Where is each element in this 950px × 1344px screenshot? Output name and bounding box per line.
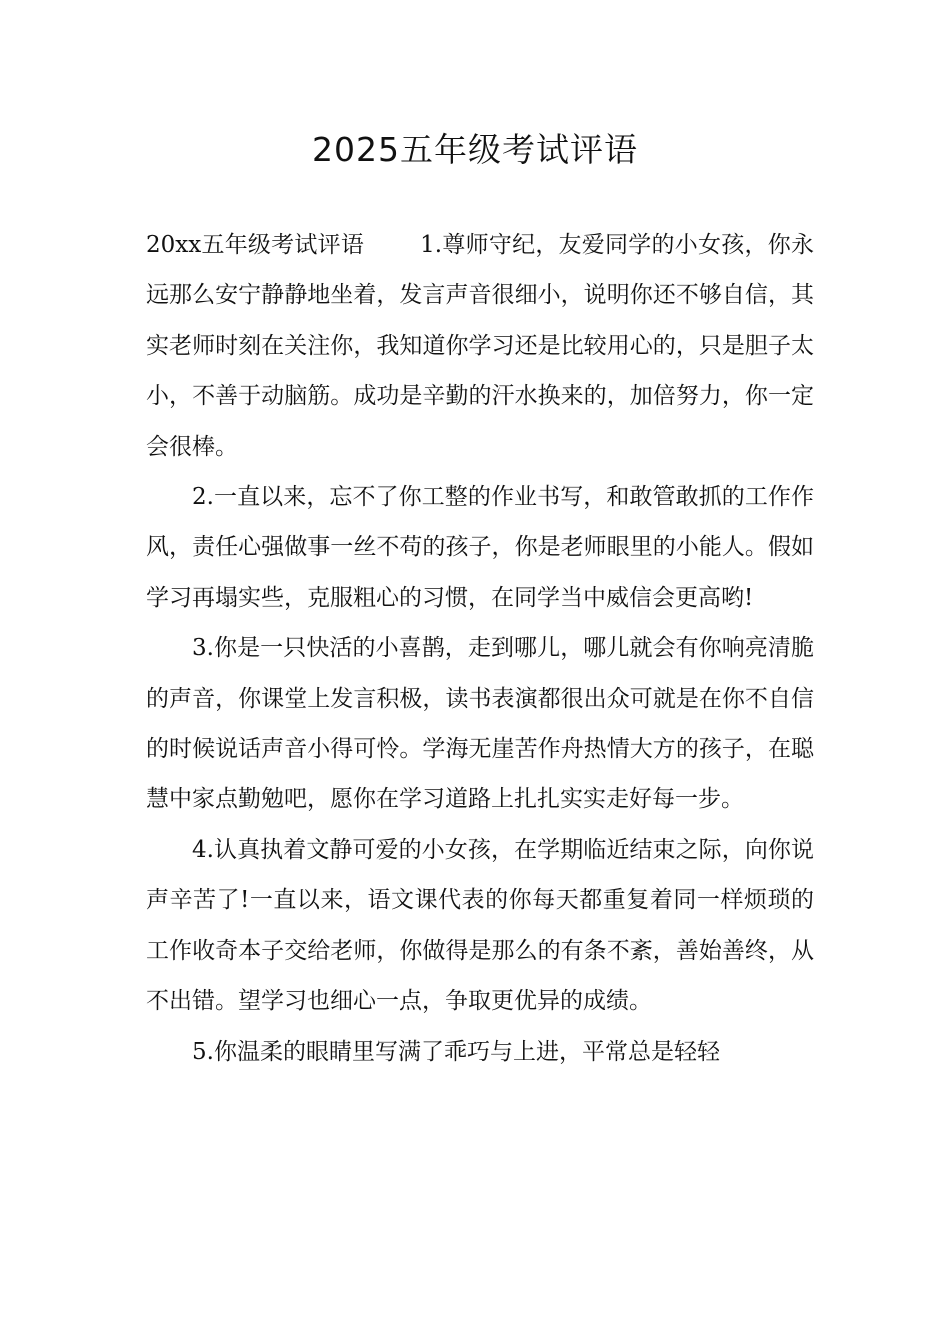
paragraph-1-text: 1.尊师守纪，友爱同学的小女孩，你永远那么安宁静静地坐着，发言声音很细小，说明你还不够自信，其实老师时刻在关注你，我知道你学习还是比较用心的，只是胆子太小，不善于动脑筋。成功是辛勤的汗水换来的，加倍努力，你一定会很棒。 <box>146 232 814 460</box>
intro-heading: 20xx五年级考试评语 <box>146 232 365 258</box>
paragraph-5: 5.你温柔的眼睛里写满了乖巧与上进，平常总是轻轻 <box>192 1038 720 1065</box>
paragraph-1 <box>146 220 814 472</box>
paragraph-3: 3.你是一只快活的小喜鹊，走到哪儿，哪儿就会有你响亮清脆的声音，你课堂上发言积极，读书表演都很出众可就是在你不自信的时候说话声音小得可怜。学海无崖苦作舟热情大方的孩子，在聪慧中家点勤勉吧，愿你在学习道路上扎扎实实走好每一步。 <box>146 635 814 813</box>
document-body <box>146 220 814 1077</box>
document-title: 2025五年级考试评语 <box>312 130 638 169</box>
paragraph-2: 2.一直以来，忘不了你工整的作业书写，和敢管敢抓的工作作风，责任心强做事一丝不苟的孩子，你是老师眼里的小能人。假如学习再塌实些，克服粗心的习惯，在同学当中威信会更高哟! <box>146 484 814 611</box>
paragraph-4: 4.认真执着文静可爱的小女孩，在学期临近结束之际，向你说声辛苦了!一直以来，语文课代表的你每天都重复着同一样烦琐的工作收奇本子交给老师，你做得是那么的有条不紊，善始善终，从不出错。望学习也细心一点，争取更优异的成绩。 <box>146 836 814 1015</box>
